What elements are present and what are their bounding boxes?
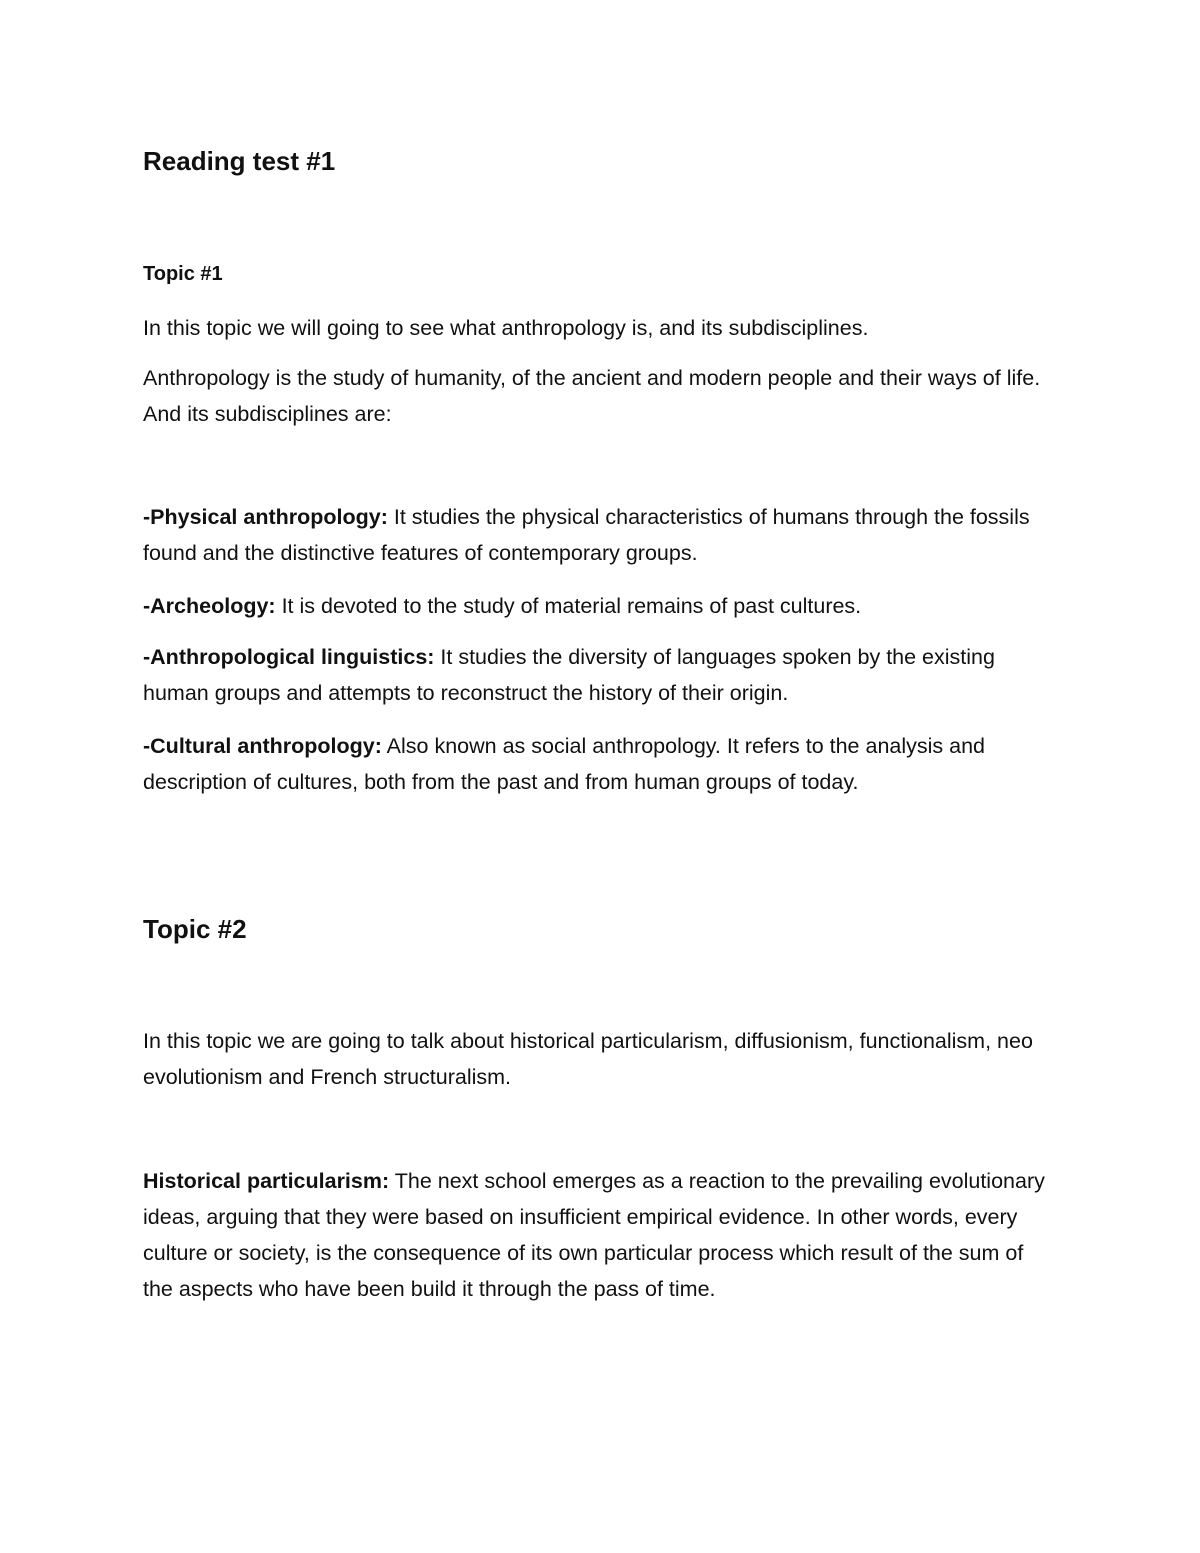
subdiscipline-term: -Cultural anthropology: [143, 734, 382, 758]
anthropology-definition: Anthropology is the study of humanity, of the ancient and modern people and their ways of life. And its subdisciplines are: [143, 366, 1041, 426]
subdiscipline-description: It studies the diversity of languages spoken by the existing human groups and attempts to reconstruct the history of their origin. [143, 645, 995, 705]
subdiscipline-physical-anthropology [143, 499, 1053, 571]
subdiscipline-term: -Anthropological linguistics: [143, 645, 435, 669]
entry-historical-particularism [143, 1163, 1053, 1307]
subdiscipline-description: Also known as social anthropology. It refers to the analysis and description of cultures, both from the past and from human groups of today. [143, 734, 986, 794]
topic-1-heading: Topic #1 [143, 263, 223, 285]
subdiscipline-anthropological-linguistics [143, 639, 1053, 711]
document-title: Reading test #1 [143, 146, 336, 176]
entry-term: Historical particularism: [143, 1169, 390, 1193]
topic-1-intro: In this topic we will going to see what anthropology is, and its subdisciplines. [143, 316, 869, 340]
entry-description: The next school emerges as a reaction to the prevailing evolutionary ideas, arguing that they were based on insufficient empirical evidence. In other words, every culture or society, is the consequence of its own particular process which result of the sum of the aspects who have been build it through the pass of time. [143, 1169, 1045, 1301]
subdiscipline-description: It is devoted to the study of material remains of past cultures. [275, 594, 862, 618]
topic-2-intro: In this topic we are going to talk about historical particularism, diffusionism, functionalism, neo evolutionism and French structuralism. [143, 1029, 1033, 1089]
subdiscipline-term: -Physical anthropology: [143, 505, 388, 529]
subdiscipline-archeology [143, 588, 1053, 624]
topic-2-heading: Topic #2 [143, 914, 247, 944]
subdiscipline-cultural-anthropology [143, 728, 1053, 800]
subdiscipline-description: It studies the physical characteristics of humans through the fossils found and the distinctive features of contemporary groups. [143, 505, 1030, 565]
subdiscipline-term: -Archeology: [143, 594, 276, 618]
